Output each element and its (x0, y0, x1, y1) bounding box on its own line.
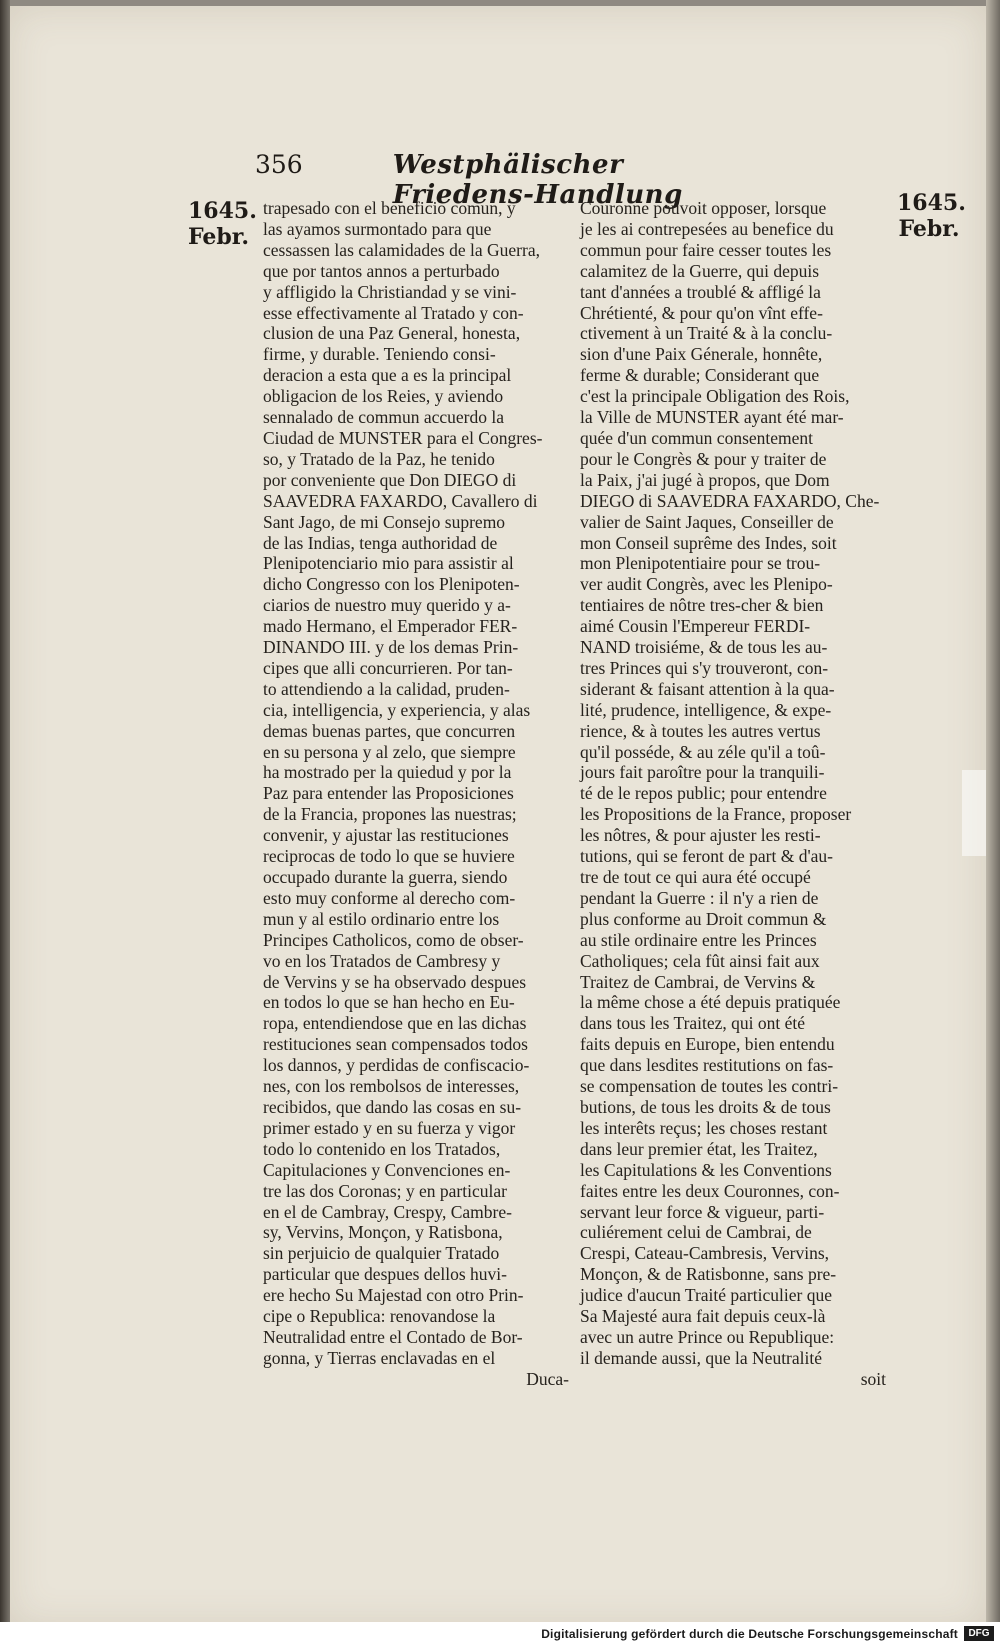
text-line: Chrétienté, & pour qu'on vînt effe- (580, 302, 823, 323)
text-line: ropa, entendiendose que en las dichas (263, 1013, 527, 1034)
text-line: lité, prudence, intelligence, & expe- (580, 699, 832, 720)
text-line: DIEGO di SAAVEDRA FAXARDO, Che- (580, 490, 880, 511)
text-line: ferme & durable; Considerant que (580, 365, 820, 386)
text-line: ciarios de nuestro muy querido y a- (263, 595, 511, 616)
text-line: Paz para entender las Proposiciones (263, 783, 514, 804)
text-line: Sant Jago, de mi Consejo supremo (263, 511, 506, 532)
text-line: deracion a esta que a es la principal (263, 365, 512, 386)
text-line: esto muy conforme al derecho com- (263, 887, 516, 908)
text-line: restituciones sean compensados todos (263, 1034, 528, 1055)
text-line: les interêts reçus; les choses restant (580, 1117, 828, 1138)
text-line: que dans lesdites restitutions on fas- (580, 1055, 834, 1076)
text-line: la même chose a été depuis pratiquée (580, 992, 841, 1013)
text-line: reciprocas de todo lo que se huviere (263, 846, 515, 867)
text-line: Monçon, & de Ratisbonne, sans pre- (580, 1264, 837, 1285)
text-line: Couronne pouvoit opposer, lorsque (580, 198, 827, 218)
text-line: mon Plenipotentiaire pour se trou- (580, 553, 821, 574)
text-line: esse effectivamente al Tratado y con- (263, 302, 524, 323)
running-title: Westphälischer Friedens-Handlung (392, 150, 683, 210)
text-line: c'est la principale Obligation des Rois, (580, 386, 850, 407)
text-line: butions, de tous les droits & de tous (580, 1096, 831, 1117)
text-line: qu'il posséde, & au zéle qu'il a toû- (580, 741, 826, 762)
text-line: ere hecho Su Majestad con otro Prin- (263, 1285, 524, 1306)
text-line: demas buenas partes, que concurren (263, 720, 516, 741)
text-line: Neutralidad entre el Contado de Bor- (263, 1326, 523, 1347)
text-line: de las Indias, tenga authoridad de (263, 532, 498, 553)
spanish-text-column (263, 198, 573, 1390)
text-line: dicho Congresso con los Plenipoten- (263, 574, 520, 595)
text-line: dans tous les Traitez, qui ont été (580, 1013, 806, 1034)
margin-date-left (188, 198, 257, 250)
text-line: to attendiendo a la calidad, pruden- (263, 678, 510, 699)
text-line: sy, Vervins, Monçon, y Ratisbona, (263, 1222, 503, 1243)
text-line: todo lo contenido en los Tratados, (263, 1138, 501, 1159)
text-line: cia, intelligencia, y experiencia, y alas (263, 699, 531, 720)
text-line: plus conforme au Droit commun & (580, 908, 827, 929)
text-line: en su persona y al zelo, que siempre (263, 741, 516, 762)
text-line: la Ville de MUNSTER ayant été mar- (580, 407, 844, 428)
text-line: avec un autre Prince ou Republique: (580, 1326, 835, 1347)
text-line: mon Conseil suprême des Indes, soit (580, 532, 837, 553)
text-line: NAND troisiéme, & de tous les au- (580, 637, 828, 658)
text-line: cessassen las calamidades de la Guerra, (263, 239, 540, 260)
text-line: Crespi, Cateau-Cambresis, Vervins, (580, 1243, 830, 1264)
text-line: de Vervins y se ha observado despues (263, 971, 527, 992)
text-line: en el de Cambray, Crespy, Cambre- (263, 1201, 512, 1222)
text-line: valier de Saint Jaques, Conseiller de (580, 511, 834, 532)
text-line: rience, & à toutes les autres vertus (580, 720, 821, 741)
text-line: tant d'années a troublé & affligé la (580, 281, 821, 302)
text-line: Ciudad de MUNSTER para el Congres- (263, 427, 543, 448)
text-line: commun pour faire cesser toutes les (580, 239, 832, 260)
dfg-logo: DFG (964, 1626, 994, 1641)
text-line: Principes Catholicos, como de obser- (263, 929, 524, 950)
text-line: firme, y durable. Teniendo consi- (263, 344, 496, 365)
text-line: ver audit Congrès, avec les Plenipo- (580, 574, 833, 595)
text-line: obligacion de los Reies, y aviendo (263, 386, 504, 407)
text-line: ha mostrado per la quiedud y por la (263, 762, 512, 783)
text-line: servant leur force & vigueur, parti- (580, 1201, 825, 1222)
text-line: mun y al estilo ordinario entre los (263, 908, 500, 929)
text-line: au stile ordinaire entre les Princes (580, 929, 817, 950)
text-line: Capitulaciones y Convenciones en- (263, 1159, 511, 1180)
text-line: aimé Cousin l'Empereur FERDI- (580, 616, 811, 637)
text-line: la Paix, j'ai jugé à propos, que Dom (580, 469, 830, 490)
text-line: cipes que alli concurrieren. Por tan- (263, 657, 513, 678)
text-line: se compensation de toutes les contri- (580, 1076, 839, 1097)
text-line: tres Princes qui s'y trouveront, con- (580, 657, 829, 678)
text-line: trapesado con el beneficio comun, y (263, 198, 516, 218)
text-line: los dannos, y perdidas de confiscacio- (263, 1055, 530, 1076)
funding-credit: Digitalisierung gefördert durch die Deutsche Forschungsgemeinschaft (541, 1627, 958, 1641)
catchword: soit (860, 1368, 886, 1389)
text-line: pour le Congrès & pour y traiter de (580, 448, 827, 469)
text-line: il demande aussi, que la Neutralité (580, 1347, 823, 1368)
text-line: pendant la Guerre : il n'y a rien de (580, 887, 819, 908)
text-line: Plenipotenciario mio para assistir al (263, 553, 514, 574)
text-line: de la Francia, propones las nuestras; (263, 804, 517, 825)
text-line: je les ai contrepesées au benefice du (580, 218, 834, 239)
text-line: so, y Tratado de la Paz, he tenido (263, 448, 495, 469)
text-line: las ayamos surmontado para que (263, 218, 492, 239)
text-line: ctivement à un Traité & à la conclu- (580, 323, 833, 344)
digitization-footer (0, 1622, 1000, 1644)
text-line: Sa Majesté aura fait depuis ceux-là (580, 1306, 826, 1327)
page-number: 356 (255, 150, 303, 179)
text-line: occupado durante la guerra, siendo (263, 867, 508, 887)
text-line: primer estado y en su fuerza y vigor (263, 1117, 516, 1138)
text-line: tutions, qui se feront de part & d'au- (580, 846, 833, 867)
margin-date-right (897, 190, 966, 242)
text-line: siderant & faisant attention à la qua- (580, 678, 835, 699)
text-line: les nôtres, & pour ajuster les resti- (580, 825, 821, 846)
margin-year: 1645. (188, 198, 257, 224)
text-line: faits depuis en Europe, bien entendu (580, 1034, 835, 1055)
text-line: en todos lo que se han hecho en Eu- (263, 992, 515, 1013)
text-line: clusion de una Paz General, honesta, (263, 323, 521, 344)
text-line: cipe o Republica: renovandose la (263, 1306, 496, 1327)
text-line: faites entre les deux Couronnes, con- (580, 1180, 840, 1201)
text-line: particular que despues dellos huvi- (263, 1264, 507, 1285)
text-line: convenir, y ajustar las restituciones (263, 825, 509, 846)
text-line: por conveniente que Don DIEGO di (263, 469, 517, 490)
text-line: sin perjuicio de qualquier Tratado (263, 1243, 500, 1264)
text-line: calamitez de la Guerre, qui depuis (580, 260, 820, 281)
text-line: Catholiques; cela fût ainsi fait aux (580, 950, 820, 971)
text-line: dans leur premier état, les Traitez, (580, 1138, 818, 1159)
text-line: les Propositions de la France, proposer (580, 804, 852, 825)
text-line: y affligido la Christiandad y se vini- (263, 281, 517, 302)
text-line: culiérement celui de Cambrai, de (580, 1222, 812, 1243)
catchword: Duca- (526, 1368, 569, 1389)
text-line: nes, con los rembolsos de interesses, (263, 1076, 520, 1097)
paper-tab-mark (962, 770, 986, 856)
text-line: que por tantos annos a perturbado (263, 260, 500, 281)
margin-month: Febr. (898, 216, 960, 242)
text-line: Traitez de Cambrai, de Vervins & (580, 971, 816, 992)
text-line: judice d'aucun Traité particulier que (580, 1285, 832, 1306)
french-text-column (580, 198, 890, 1390)
text-line: tre las dos Coronas; y en particular (263, 1180, 507, 1201)
text-line: tentiaires de nôtre tres-cher & bien (580, 595, 824, 616)
text-line: sion d'une Paix Génerale, honnête, (580, 344, 823, 365)
text-line: vo en los Tratados de Cambresy y (263, 950, 501, 971)
text-line: quée d'un commun consentement (580, 427, 814, 448)
text-line: gonna, y Tierras enclavadas en el (263, 1347, 496, 1368)
text-line: té de le repos public; pour entendre (580, 783, 827, 804)
margin-month: Febr. (188, 224, 250, 250)
text-line: SAAVEDRA FAXARDO, Cavallero di (263, 490, 538, 511)
text-line: mado Hermano, el Emperador FER- (263, 616, 518, 637)
text-line: DINANDO III. y de los demas Prin- (263, 637, 519, 658)
text-line: tre de tout ce qui aura été occupé (580, 867, 811, 887)
margin-year: 1645. (897, 190, 966, 216)
text-line: les Capitulations & les Conventions (580, 1159, 832, 1180)
text-line: sennalado de commun accuerdo la (263, 407, 505, 428)
text-line: jours fait paroître pour la tranquili- (580, 762, 825, 783)
text-line: recibidos, que dando las cosas en su- (263, 1096, 522, 1117)
page-edge (986, 0, 1000, 1644)
book-binding-edge (0, 0, 10, 1644)
